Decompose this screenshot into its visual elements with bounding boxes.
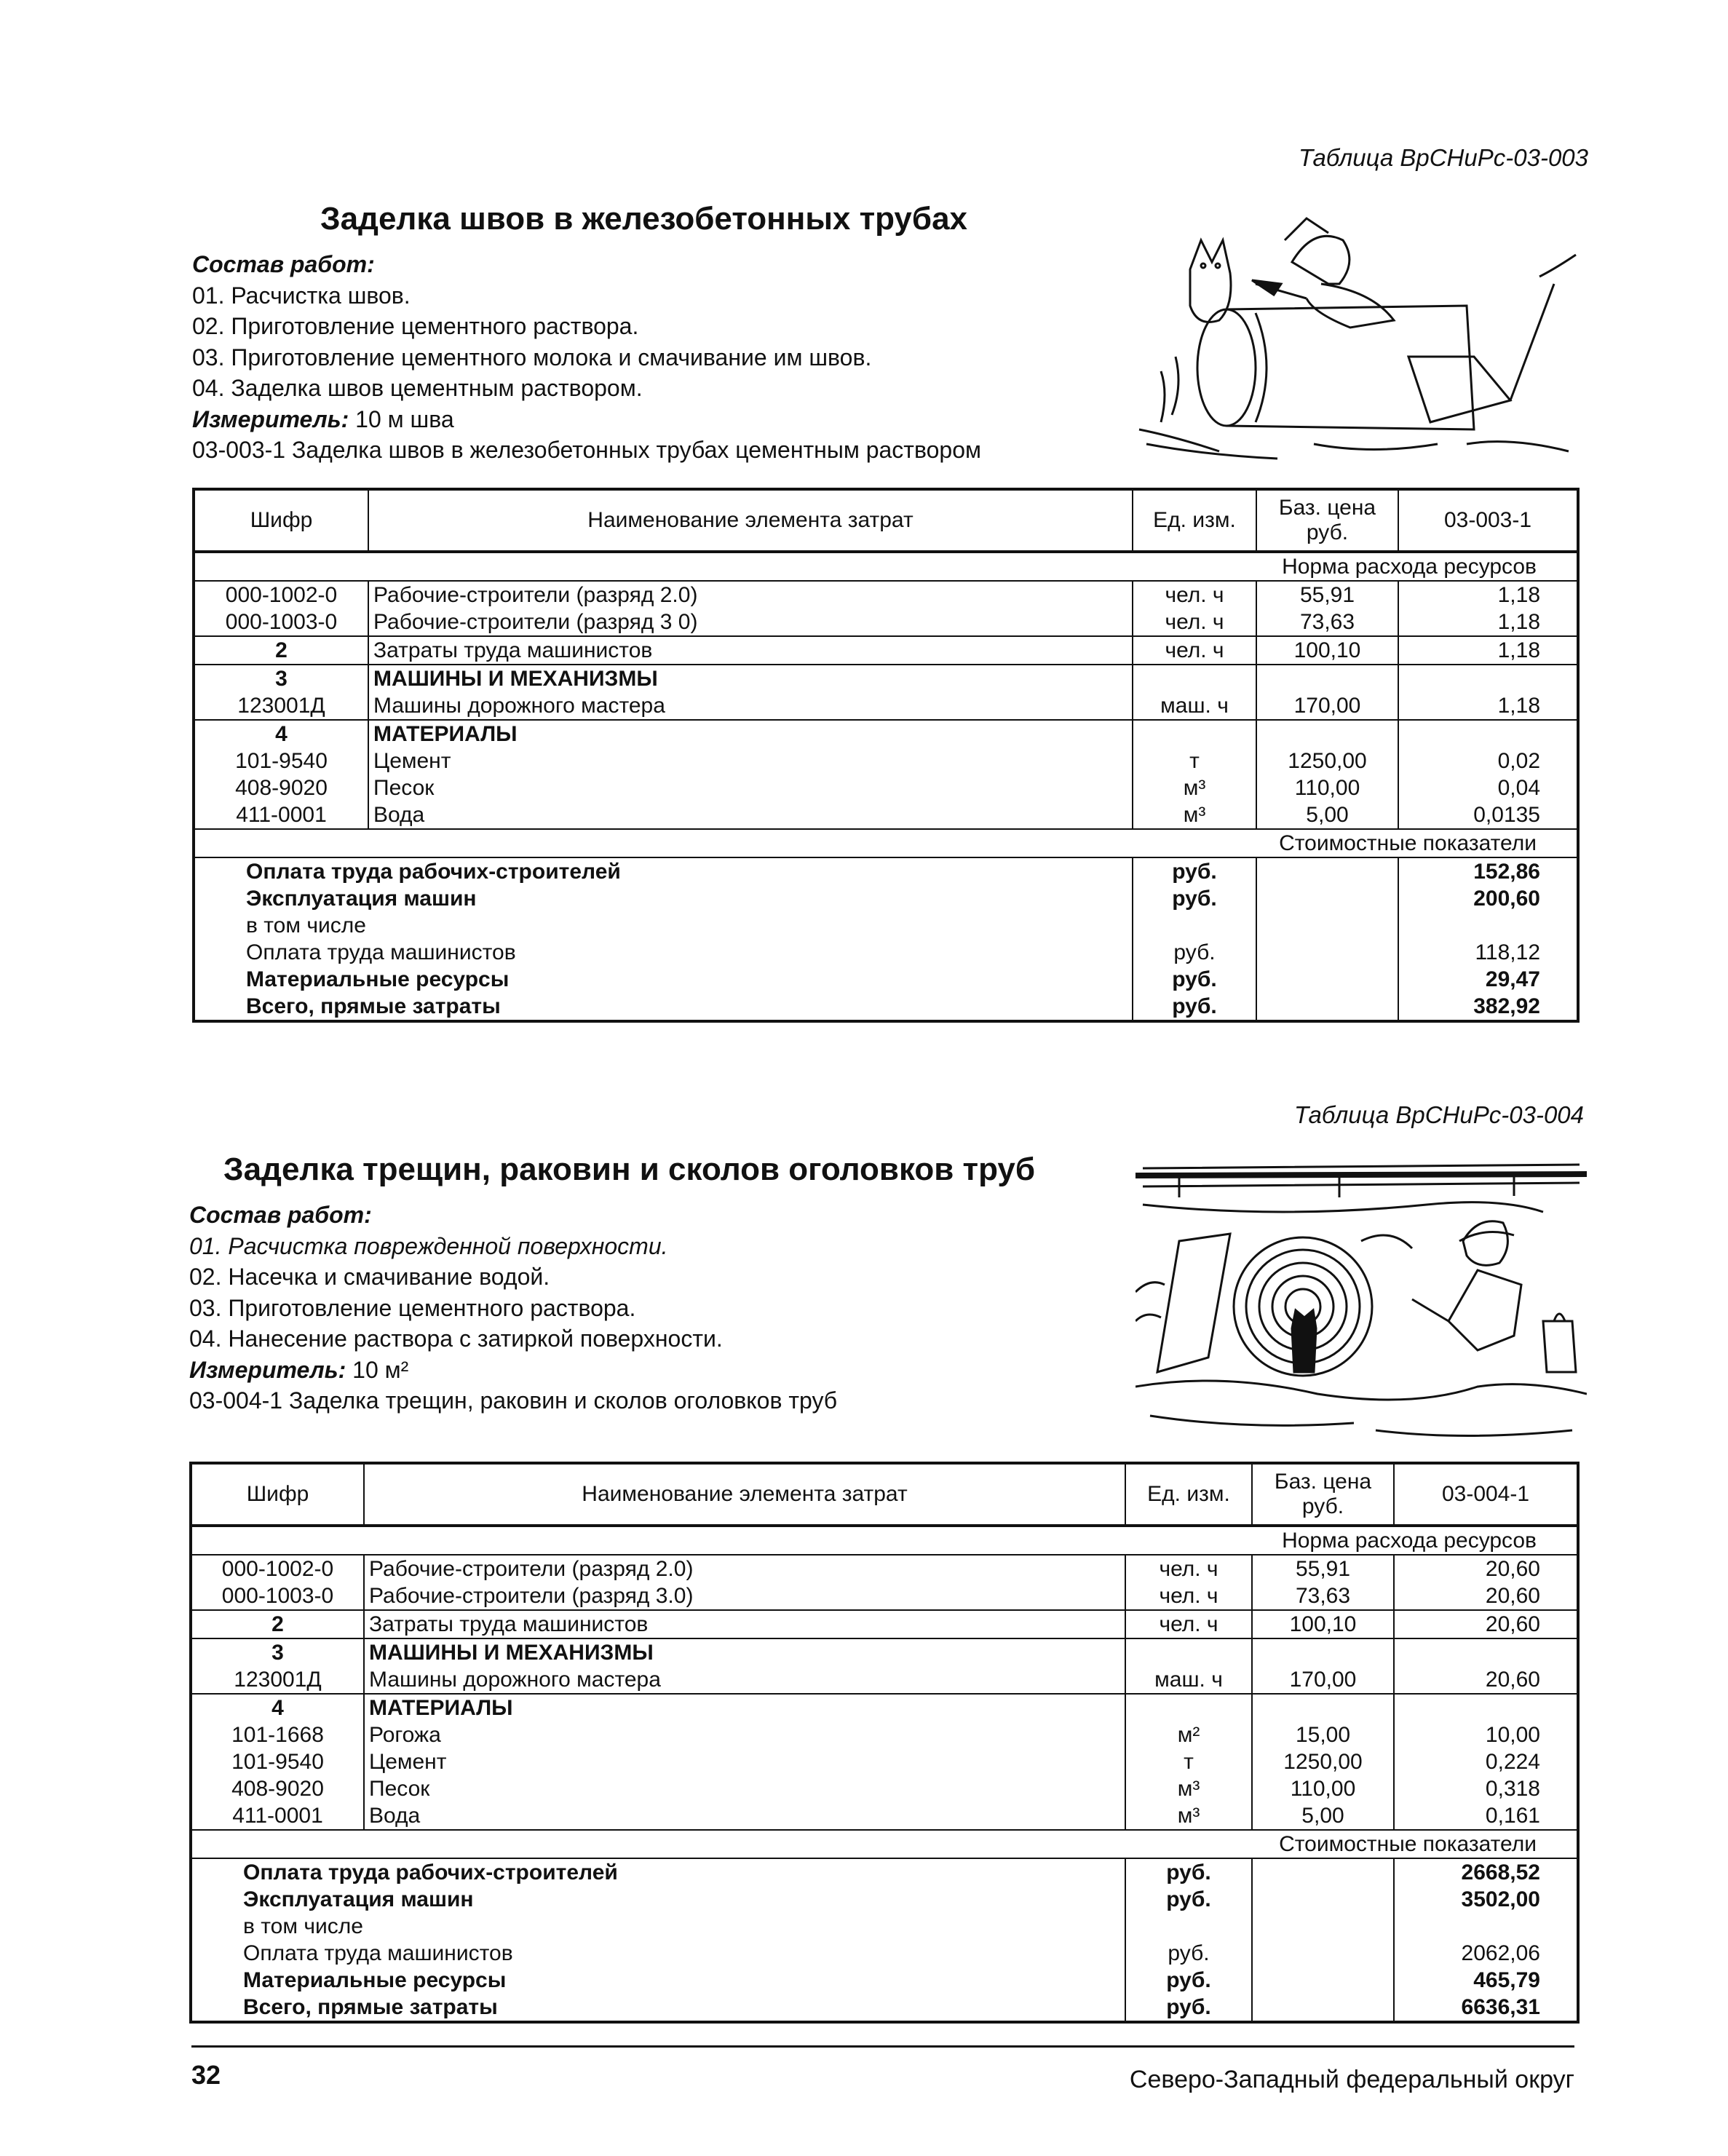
cell-name: Затраты труда машинистов (364, 1610, 1125, 1638)
cost-value: 29,47 (1485, 967, 1540, 991)
cost-name: Оплата труда машинистов (246, 940, 516, 964)
table-row (191, 1666, 1578, 1694)
header-row (194, 489, 1578, 552)
cell-value: 1,18 (1398, 609, 1578, 636)
cell-code: 000-1002-0 (191, 1555, 364, 1582)
cell-name: Цемент (364, 1748, 1125, 1775)
cost-unit: руб. (1125, 1858, 1252, 1886)
cell-price: 55,91 (1252, 1555, 1394, 1582)
cost-value: 382,92 (1473, 994, 1540, 1018)
cost-unit: руб. (1125, 1940, 1252, 1967)
cell-price (1252, 1638, 1394, 1666)
cell-value: 20,60 (1394, 1610, 1578, 1638)
meter-label: Измеритель: (192, 405, 349, 432)
cell-unit: маш. ч (1125, 1666, 1252, 1694)
cell-value (1394, 1638, 1578, 1666)
cell-value: 0,0135 (1398, 801, 1578, 829)
resources-caption: Норма расхода ресурсов (194, 552, 1578, 581)
cell-name: Рабочие-строители (разряд 2.0) (364, 1555, 1125, 1582)
col-price-header: Баз. цена руб. (1256, 489, 1398, 552)
cost-row (191, 1913, 1578, 1940)
cell-name: Рабочие-строители (разряд 3.0) (364, 1582, 1125, 1610)
cell-price: 5,00 (1252, 1802, 1394, 1830)
cell-unit: м³ (1133, 774, 1256, 801)
cell-unit (1125, 1694, 1252, 1721)
cell-price: 15,00 (1252, 1721, 1394, 1748)
cost-price (1252, 1994, 1394, 2022)
section-title: Заделка трещин, раковин и сколов оголовков труб (223, 1152, 1036, 1187)
table-row (191, 1610, 1578, 1638)
cell-price: 170,00 (1252, 1666, 1394, 1694)
table-label: Таблица ВрСНиРс-03-004 (1294, 1101, 1584, 1128)
cell-price: 100,10 (1252, 1610, 1394, 1638)
cost-value: 2668,52 (1461, 1860, 1540, 1884)
cell-value: 0,02 (1398, 748, 1578, 774)
meter-value: 10 м² (352, 1356, 409, 1383)
cell-code: 411-0001 (194, 801, 368, 829)
cell-unit: чел. ч (1133, 636, 1256, 665)
cell-code: 101-9540 (191, 1748, 364, 1775)
col-code-header: Шифр (194, 489, 368, 552)
cell-name: Песок (368, 774, 1133, 801)
cell-value: 20,60 (1394, 1582, 1578, 1610)
cell-unit: чел. ч (1133, 581, 1256, 609)
cell-value (1398, 665, 1578, 692)
resource-norm-table (192, 488, 1580, 1023)
cost-row (191, 1940, 1578, 1967)
cell-name: МАШИНЫ И МЕХАНИЗМЫ (368, 665, 1133, 692)
cell-unit: м³ (1125, 1775, 1252, 1802)
cell-value: 0,224 (1394, 1748, 1578, 1775)
cost-row (191, 1967, 1578, 1994)
cell-price: 73,63 (1252, 1582, 1394, 1610)
cell-code: 000-1003-0 (191, 1582, 364, 1610)
cell-unit: м² (1125, 1721, 1252, 1748)
cell-code: 3 (194, 665, 368, 692)
cost-name: Эксплуатация машин (243, 1887, 474, 1911)
cost-row (194, 857, 1578, 885)
cell-code: 408-9020 (194, 774, 368, 801)
cost-name: Оплата труда машинистов (243, 1941, 513, 1965)
cost-value: 2062,06 (1461, 1941, 1540, 1965)
cell-name: МАТЕРИАЛЫ (368, 720, 1133, 748)
cell-unit: м³ (1125, 1802, 1252, 1830)
page-number: 32 (191, 2060, 221, 2090)
cost-name: Материальные ресурсы (246, 967, 510, 991)
cell-unit: м³ (1133, 801, 1256, 829)
cost-value: 200,60 (1473, 887, 1540, 911)
cell-unit: маш. ч (1133, 692, 1256, 720)
cost-value: 6636,31 (1461, 1995, 1540, 2019)
meter-label: Измеритель: (189, 1356, 346, 1383)
work-step: 02. Приготовление цементного раствора. (192, 313, 639, 339)
work-step: 03. Приготовление цементного раствора. (189, 1294, 636, 1321)
cell-value: 20,60 (1394, 1666, 1578, 1694)
meter-line (189, 1355, 837, 1386)
cost-price (1256, 912, 1398, 939)
worker-illustration (1132, 211, 1590, 466)
cell-unit: т (1125, 1748, 1252, 1775)
cell-code: 2 (191, 1610, 364, 1638)
cost-price (1256, 939, 1398, 966)
cell-code: 000-1003-0 (194, 609, 368, 636)
cell-price: 1250,00 (1252, 1748, 1394, 1775)
cell-code: 4 (191, 1694, 364, 1721)
table-row (194, 720, 1578, 748)
cost-price (1256, 885, 1398, 912)
col-price-header: Баз. цена руб. (1252, 1463, 1394, 1526)
cell-code: 123001Д (191, 1666, 364, 1694)
cell-value: 0,318 (1394, 1775, 1578, 1802)
cell-unit: чел. ч (1133, 609, 1256, 636)
costs-caption: Стоимостные показатели (194, 829, 1578, 857)
caption-row (191, 1526, 1578, 1555)
cell-code: 000-1002-0 (194, 581, 368, 609)
table-row (191, 1555, 1578, 1582)
work-composition (189, 1200, 837, 1416)
cell-price: 170,00 (1256, 692, 1398, 720)
cell-value: 1,18 (1398, 636, 1578, 665)
cost-price (1252, 1913, 1394, 1940)
header-row (191, 1463, 1578, 1526)
cost-name: в том числе (246, 913, 366, 938)
cost-name: Оплата труда рабочих-строителей (243, 1860, 618, 1884)
cell-unit: чел. ч (1125, 1555, 1252, 1582)
cost-value: 3502,00 (1461, 1887, 1540, 1911)
cell-price: 73,63 (1256, 609, 1398, 636)
pipe-repair-illustration (1136, 1154, 1587, 1452)
table-row (194, 774, 1578, 801)
cost-row (191, 1886, 1578, 1913)
caption-row (191, 1830, 1578, 1858)
cell-code: 123001Д (194, 692, 368, 720)
table-row (191, 1775, 1578, 1802)
cell-name: Рогожа (364, 1721, 1125, 1748)
cell-unit: т (1133, 748, 1256, 774)
cost-name: Материальные ресурсы (243, 1968, 507, 1992)
footer-region: Северо-Западный федеральный округ (1129, 2066, 1574, 2093)
resource-norm-table (189, 1462, 1580, 2024)
cell-name: Машины дорожного мастера (364, 1666, 1125, 1694)
cell-code: 411-0001 (191, 1802, 364, 1830)
footer-divider (191, 2045, 1574, 2048)
cell-name: МАШИНЫ И МЕХАНИЗМЫ (364, 1638, 1125, 1666)
cost-price (1256, 966, 1398, 993)
table-row (194, 801, 1578, 829)
cell-unit: чел. ч (1125, 1610, 1252, 1638)
cell-price (1256, 720, 1398, 748)
cell-unit (1133, 720, 1256, 748)
table-row (194, 665, 1578, 692)
cost-unit: руб. (1133, 857, 1256, 885)
cost-unit: руб. (1133, 966, 1256, 993)
cell-price: 110,00 (1252, 1775, 1394, 1802)
work-composition (192, 249, 981, 466)
cost-row (194, 939, 1578, 966)
cell-code: 408-9020 (191, 1775, 364, 1802)
cell-value: 10,00 (1394, 1721, 1578, 1748)
cell-unit (1125, 1638, 1252, 1666)
cost-value: 465,79 (1473, 1968, 1540, 1992)
table-label: Таблица ВрСНиРс-03-003 (1299, 144, 1588, 171)
cell-value: 0,161 (1394, 1802, 1578, 1830)
table-row (191, 1802, 1578, 1830)
cell-price (1256, 665, 1398, 692)
cell-unit: чел. ч (1125, 1582, 1252, 1610)
cell-name: Цемент (368, 748, 1133, 774)
cost-unit (1133, 912, 1256, 939)
costs-caption: Стоимостные показатели (191, 1830, 1578, 1858)
table-row (191, 1694, 1578, 1721)
table-row (191, 1582, 1578, 1610)
cell-name: МАТЕРИАЛЫ (364, 1694, 1125, 1721)
cost-row (194, 912, 1578, 939)
cost-unit: руб. (1133, 939, 1256, 966)
cell-value: 0,04 (1398, 774, 1578, 801)
work-step: 03. Приготовление цементного молока и смачивание им швов. (192, 344, 872, 370)
cell-price: 100,10 (1256, 636, 1398, 665)
cost-unit: руб. (1133, 993, 1256, 1021)
cost-row (194, 885, 1578, 912)
table-row (191, 1721, 1578, 1748)
cost-value (1394, 1913, 1578, 1940)
cell-value (1394, 1694, 1578, 1721)
cell-name: Песок (364, 1775, 1125, 1802)
cell-code: 3 (191, 1638, 364, 1666)
cell-name: Рабочие-строители (разряд 2.0) (368, 581, 1133, 609)
cell-name: Вода (368, 801, 1133, 829)
cell-price: 1250,00 (1256, 748, 1398, 774)
cost-unit: руб. (1125, 1994, 1252, 2022)
cost-value: 152,86 (1473, 860, 1540, 884)
work-step: 02. Насечка и смачивание водой. (189, 1264, 550, 1290)
cost-row (194, 966, 1578, 993)
cell-name: Вода (364, 1802, 1125, 1830)
norm-line: 03-004-1 Заделка трещин, раковин и сколов оголовков труб (189, 1387, 838, 1414)
cost-price (1252, 1858, 1394, 1886)
col-unit-header: Ед. изм. (1125, 1463, 1252, 1526)
col-name-header: Наименование элемента затрат (364, 1463, 1125, 1526)
work-step: 01. Расчистка поврежденной поверхности. (189, 1232, 668, 1259)
cost-price (1256, 857, 1398, 885)
table-row (194, 581, 1578, 609)
cell-price: 5,00 (1256, 801, 1398, 829)
cell-code: 101-9540 (194, 748, 368, 774)
cell-code: 4 (194, 720, 368, 748)
cell-code: 2 (194, 636, 368, 665)
cost-name: Всего, прямые затраты (243, 1995, 498, 2019)
cost-unit: руб. (1133, 885, 1256, 912)
cost-unit: руб. (1125, 1967, 1252, 1994)
composition-label: Состав работ: (192, 251, 375, 277)
caption-row (194, 829, 1578, 857)
cost-row (191, 1858, 1578, 1886)
meter-value: 10 м шва (355, 405, 454, 432)
cell-name: Рабочие-строители (разряд 3 0) (368, 609, 1133, 636)
cost-name: Эксплуатация машин (246, 887, 477, 911)
cost-name: Всего, прямые затраты (246, 994, 501, 1018)
col-code-header: Шифр (191, 1463, 364, 1526)
table-row (191, 1638, 1578, 1666)
col-norm-header: 03-003-1 (1398, 489, 1578, 552)
cell-price: 110,00 (1256, 774, 1398, 801)
table-row (194, 609, 1578, 636)
cell-value (1398, 720, 1578, 748)
cell-name: Машины дорожного мастера (368, 692, 1133, 720)
cost-name: Оплата труда рабочих-строителей (246, 860, 621, 884)
section-title: Заделка швов в железобетонных трубах (320, 201, 968, 237)
work-step: 04. Заделка швов цементным раствором. (192, 375, 643, 401)
cost-name: в том числе (243, 1914, 363, 1938)
work-step: 01. Расчистка швов. (192, 282, 411, 309)
cost-value: 118,12 (1475, 940, 1540, 964)
cost-price (1256, 993, 1398, 1021)
table-row (194, 748, 1578, 774)
cell-code: 101-1668 (191, 1721, 364, 1748)
resources-caption: Норма расхода ресурсов (191, 1526, 1578, 1555)
cost-price (1252, 1940, 1394, 1967)
cost-unit: руб. (1125, 1886, 1252, 1913)
cell-value: 20,60 (1394, 1555, 1578, 1582)
col-unit-header: Ед. изм. (1133, 489, 1256, 552)
cost-price (1252, 1886, 1394, 1913)
table-row (194, 692, 1578, 720)
table-row (194, 636, 1578, 665)
table-row (191, 1748, 1578, 1775)
cost-value (1398, 912, 1578, 939)
cell-price (1252, 1694, 1394, 1721)
composition-label: Состав работ: (189, 1202, 372, 1228)
meter-line (192, 404, 981, 435)
cost-price (1252, 1967, 1394, 1994)
cell-value: 1,18 (1398, 692, 1578, 720)
cell-unit (1133, 665, 1256, 692)
norm-line: 03-003-1 Заделка швов в железобетонных трубах цементным раствором (192, 437, 981, 463)
caption-row (194, 552, 1578, 581)
work-step: 04. Нанесение раствора с затиркой поверхности. (189, 1325, 723, 1352)
cost-row (194, 993, 1578, 1021)
cell-name: Затраты труда машинистов (368, 636, 1133, 665)
col-norm-header: 03-004-1 (1394, 1463, 1578, 1526)
cost-unit (1125, 1913, 1252, 1940)
col-name-header: Наименование элемента затрат (368, 489, 1133, 552)
cell-price: 55,91 (1256, 581, 1398, 609)
cost-row (191, 1994, 1578, 2022)
cell-value: 1,18 (1398, 581, 1578, 609)
